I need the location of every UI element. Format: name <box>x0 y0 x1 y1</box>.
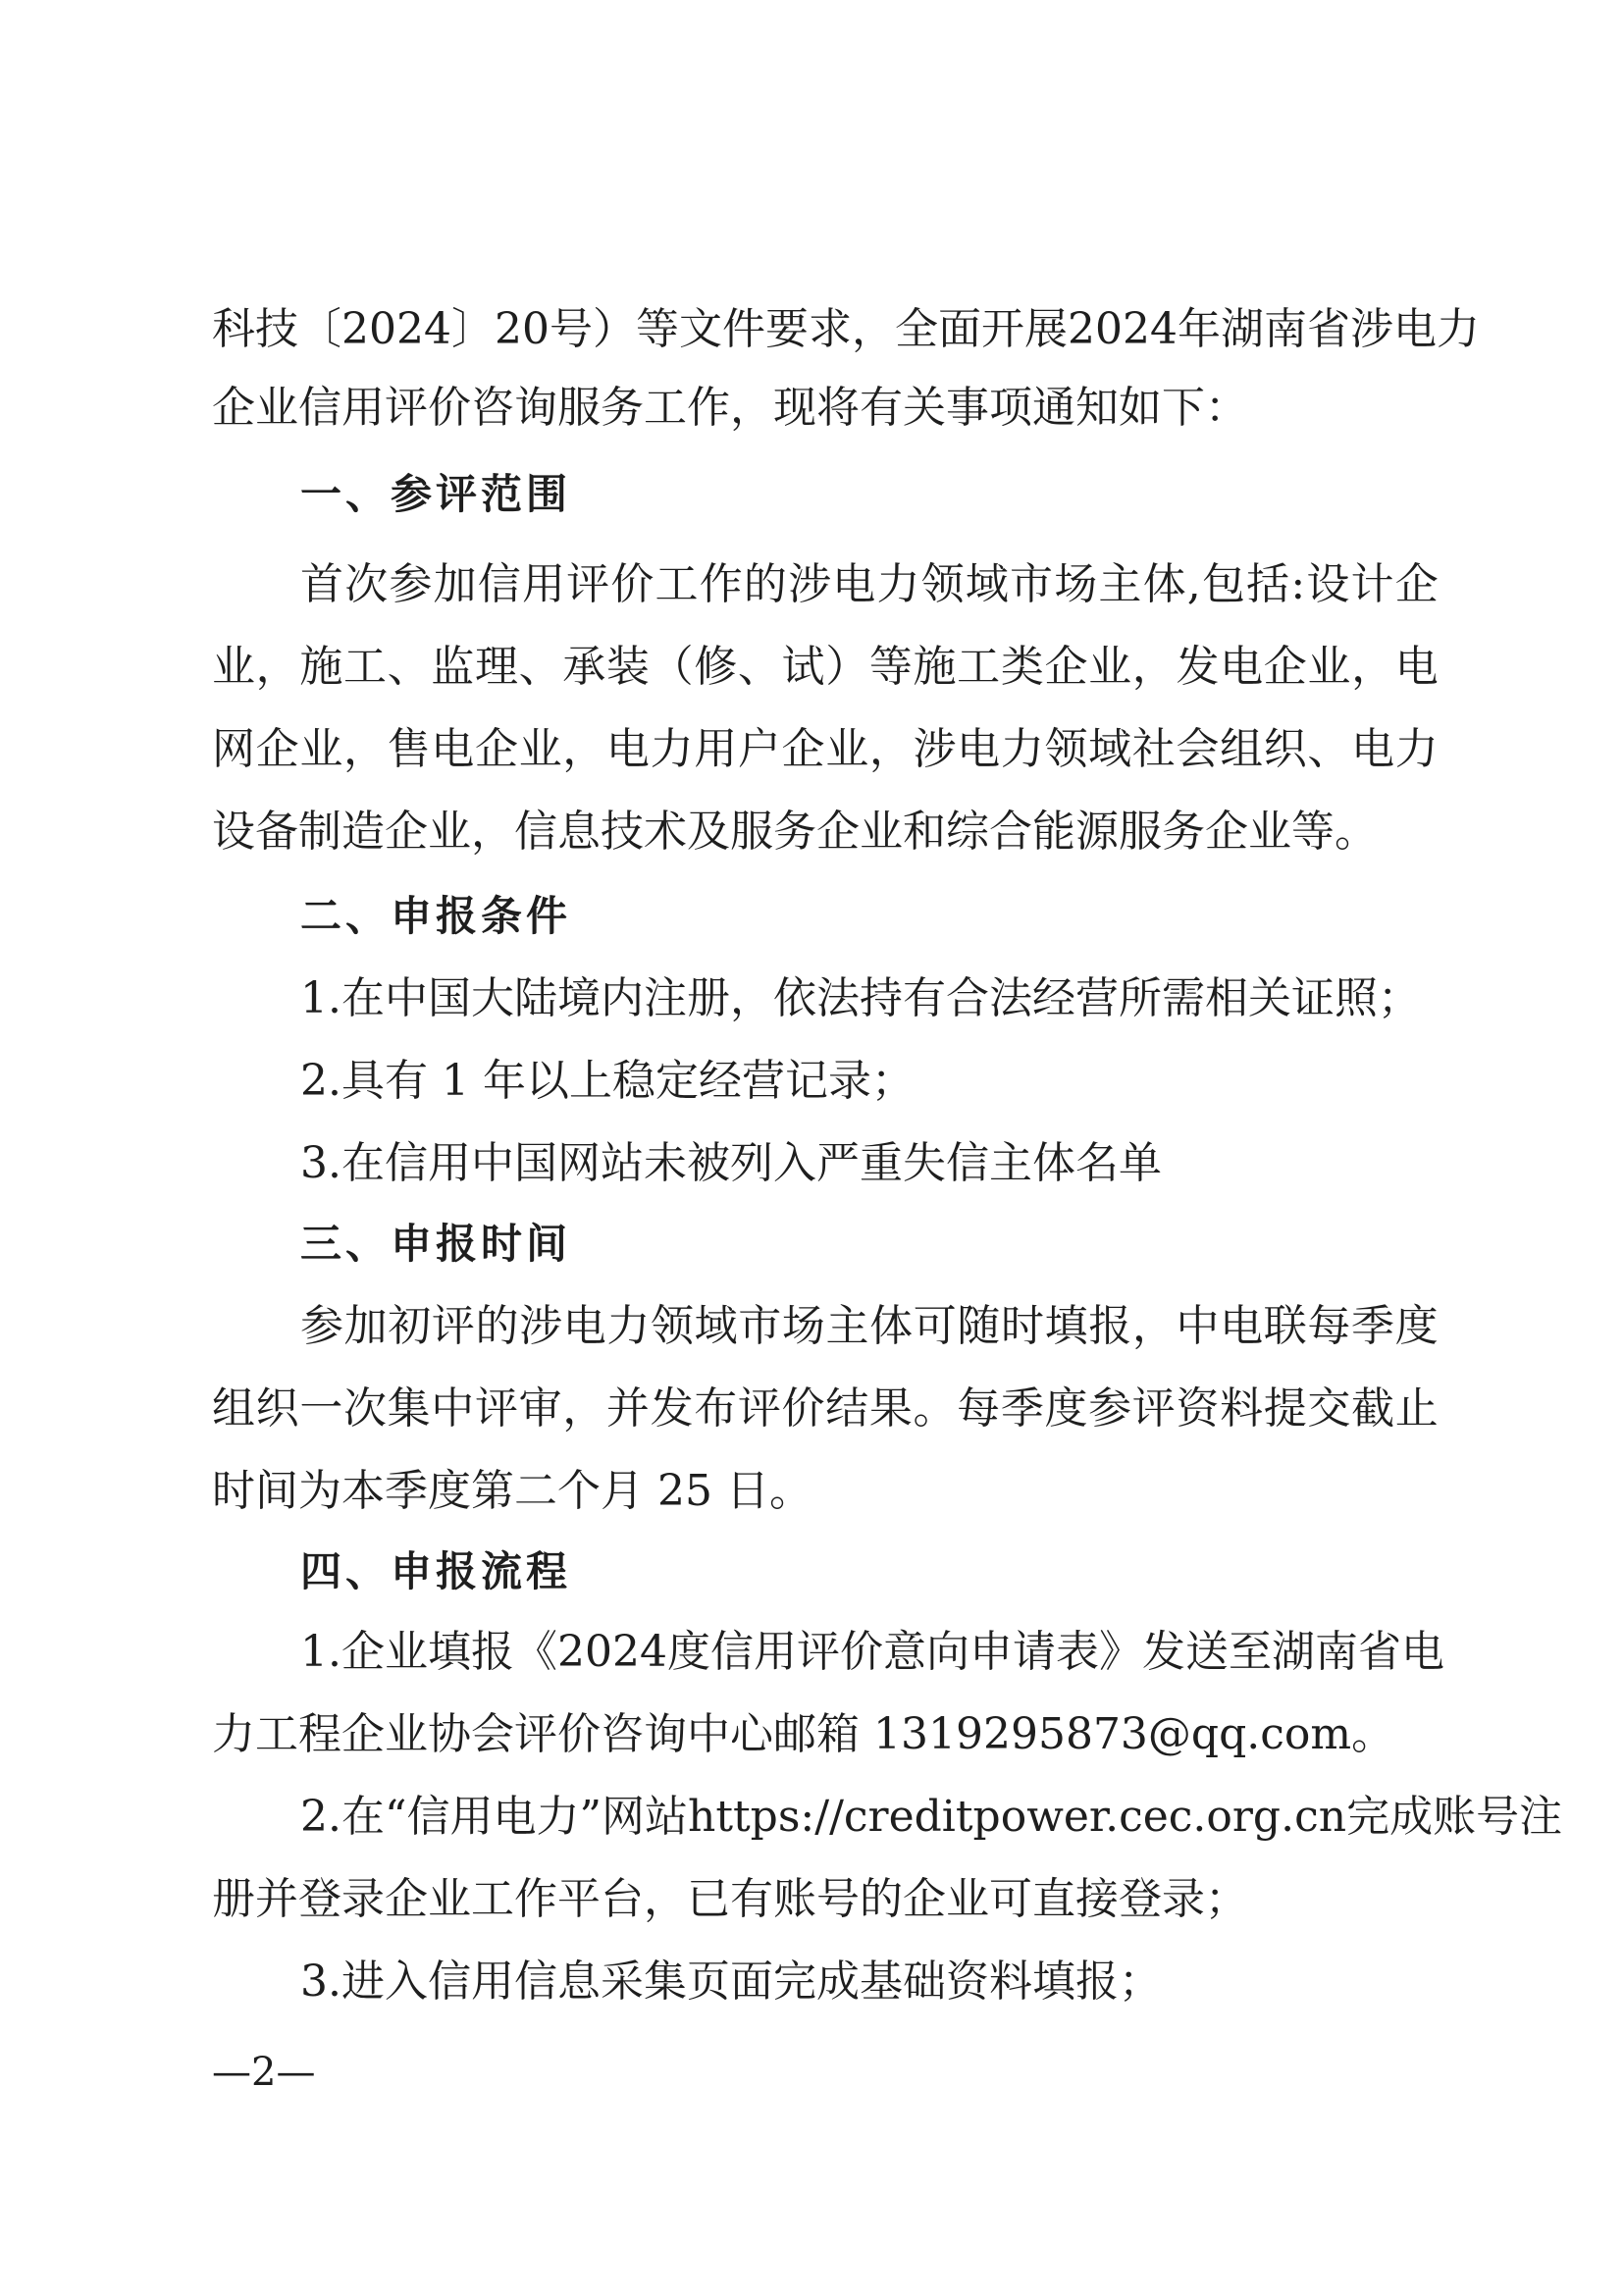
paragraph-line: 2. 在 “ 信 用 电 力 ” 网 站 https://creditpower.cec.org.cn 完 成 账 号 注 <box>300 1792 1563 1842</box>
list-item: 2.具有 1 年以上稳定经营记录； <box>300 1056 915 1106</box>
paragraph-line: 参 加 初 评 的 涉 电 力 领 域 市 场 主 体 可 随 时 填 报 ， 中 电 联 每 季 度 <box>300 1301 1439 1351</box>
paragraph-line: 时间为本季度第二个月 25 日。 <box>212 1466 812 1516</box>
paragraph-line: 3.进入信用信息采集页面完成基础资料填报； <box>300 1957 1162 2007</box>
paragraph-line: 网 企 业 ， 售 电 企 业 ， 电 力 用 户 企 业 ， 涉 电 力 领 域 社 会 组 织 、 电 力 <box>212 724 1439 774</box>
paragraph-line: 企业信用评价咨询服务工作，现将有关事项通知如下： <box>212 383 1248 433</box>
paragraph-line: 力工程企业协会评价咨询中心邮箱 1319295873@qq.com。 <box>212 1709 1395 1759</box>
page-number: —2— <box>212 2050 316 2095</box>
paragraph-line: 首 次 参 加 信 用 评 价 工 作 的 涉 电 力 领 域 市 场 主 体 , 包 括 : 设 计 企 <box>300 559 1439 609</box>
paragraph-line: 组 织 一 次 集 中 评 审 ， 并 发 布 评 价 结 果 。 每 季 度 参 评 资 料 提 交 截 止 <box>212 1383 1439 1434</box>
paragraph-line: 册并登录企业工作平台，已有账号的企业可直接登录； <box>212 1874 1248 1924</box>
paragraph-line: 科 技 〔 2024 〕 20 号 ） 等 文 件 要 求 ， 全 面 开 展 2024 年 湖 南 省 涉 电 力 <box>212 304 1480 354</box>
list-item: 3.在信用中国网站未被列入严重失信主体名单 <box>300 1138 1162 1188</box>
list-item: 1.在中国大陆境内注册，依法持有合法经营所需相关证照； <box>300 973 1421 1023</box>
paragraph-line: 业 ， 施 工 、 监 理 、 承 装 （ 修 、 试 ） 等 施 工 类 企 业 ， 发 电 企 业 ， 电 <box>212 642 1439 692</box>
paragraph-line: 设备制造企业，信息技术及服务企业和综合能源服务企业等。 <box>212 807 1378 857</box>
section-heading-time: 三、申报时间 <box>300 1220 572 1268</box>
section-heading-process: 四、申报流程 <box>300 1547 572 1595</box>
section-heading-scope: 一、参评范围 <box>300 470 572 518</box>
paragraph-line: 1. 企 业 填 报 《 2024 度 信 用 评 价 意 向 申 请 表 》 发 送 至 湖 南 省 电 <box>300 1627 1444 1677</box>
section-heading-conditions: 二、申报条件 <box>300 892 572 940</box>
